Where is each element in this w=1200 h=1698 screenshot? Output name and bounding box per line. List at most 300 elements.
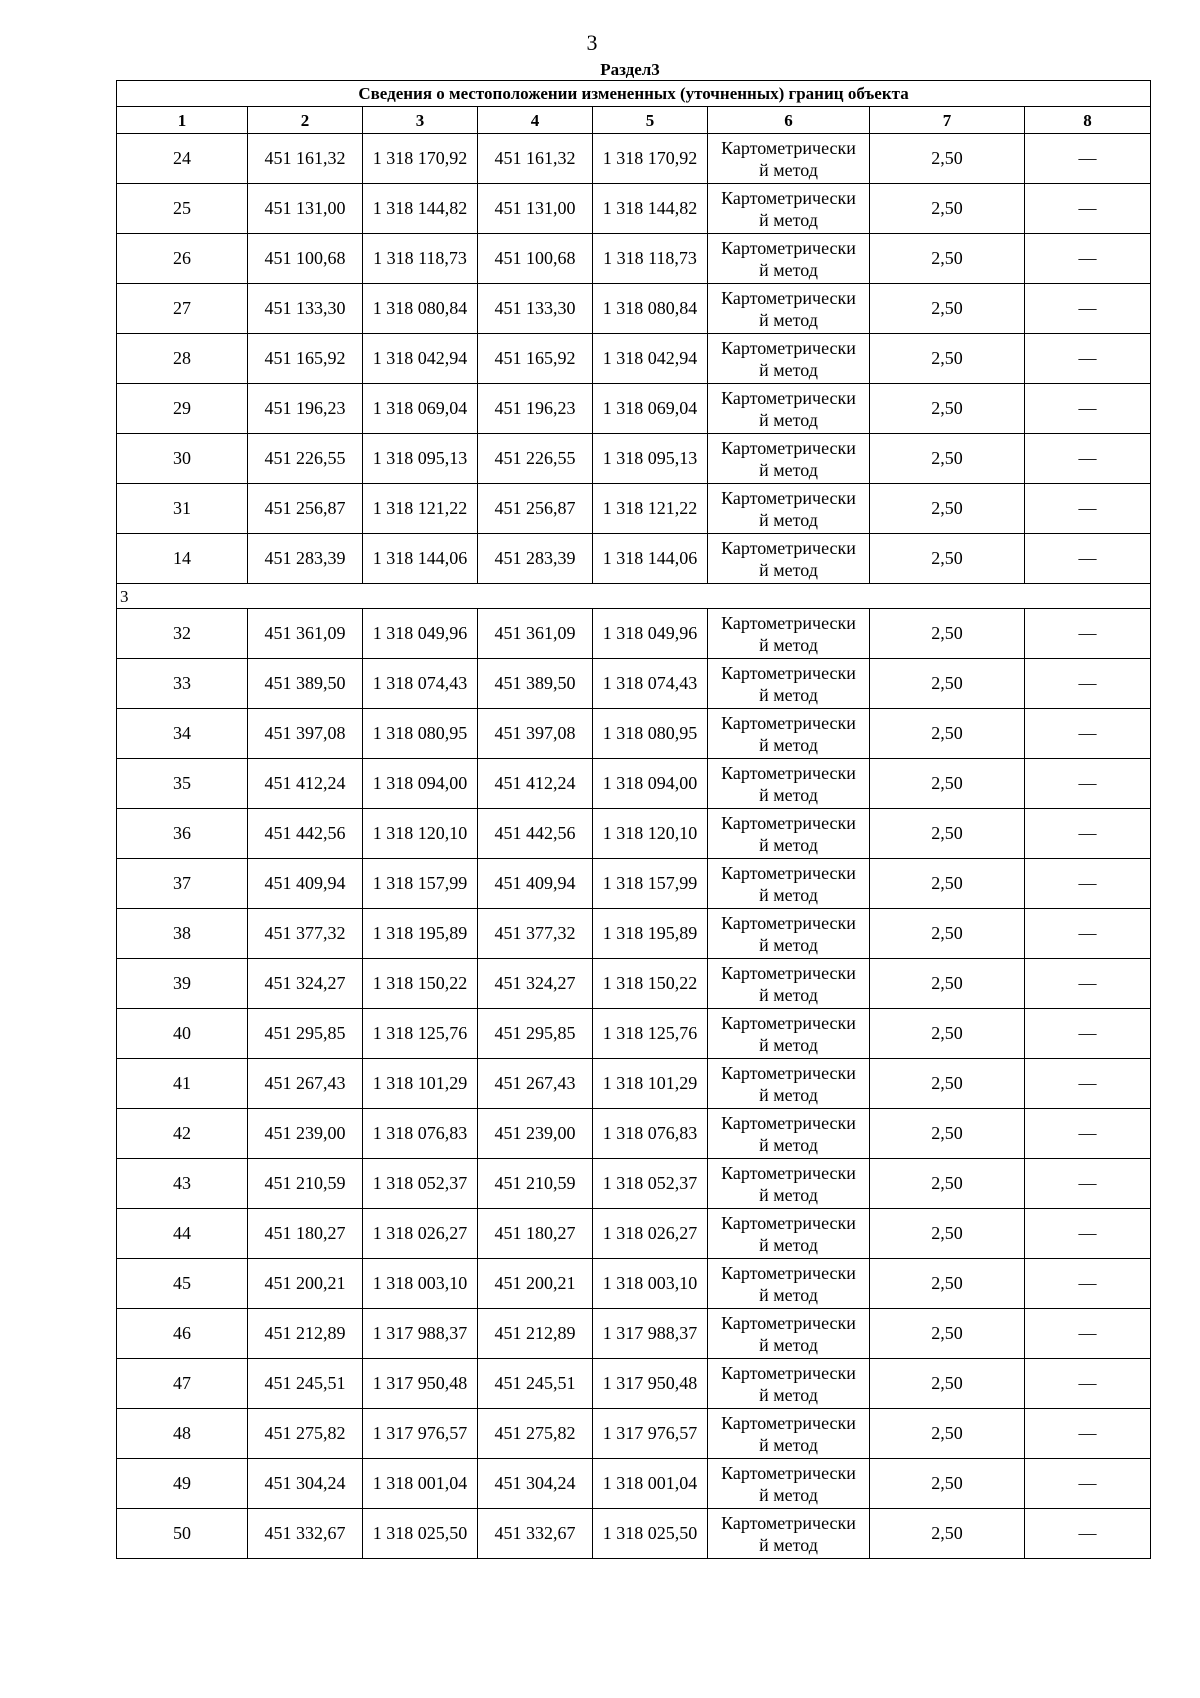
coord-y-cell: 1 318 120,10 [363, 809, 478, 859]
coord-x-new-cell: 451 180,27 [478, 1209, 593, 1259]
coord-x-cell: 451 397,08 [248, 709, 363, 759]
point-number-cell: 39 [117, 959, 248, 1009]
method-line-1: Картометрически [721, 1362, 856, 1383]
coord-y-cell: 1 318 195,89 [363, 909, 478, 959]
coord-y-new-cell: 1 318 094,00 [593, 759, 708, 809]
coord-y-cell: 1 318 026,27 [363, 1209, 478, 1259]
column-header-2: 2 [248, 107, 363, 134]
table-row [117, 434, 1151, 484]
column-header-7: 7 [870, 107, 1025, 134]
table-row [117, 1059, 1151, 1109]
accuracy-cell: 2,50 [870, 1159, 1025, 1209]
coord-y-new-cell: 1 318 076,83 [593, 1109, 708, 1159]
table-row [117, 334, 1151, 384]
coord-x-new-cell: 451 100,68 [478, 234, 593, 284]
coord-x-cell: 451 245,51 [248, 1359, 363, 1409]
coord-x-cell: 451 239,00 [248, 1109, 363, 1159]
coord-x-new-cell: 451 245,51 [478, 1359, 593, 1409]
coord-x-cell: 451 267,43 [248, 1059, 363, 1109]
method-line-2: й метод [759, 159, 818, 180]
method-line-2: й метод [759, 1084, 818, 1105]
coord-y-cell: 1 318 052,37 [363, 1159, 478, 1209]
accuracy-cell: 2,50 [870, 434, 1025, 484]
table-row [117, 809, 1151, 859]
method-line-2: й метод [759, 409, 818, 430]
coord-y-new-cell: 1 317 950,48 [593, 1359, 708, 1409]
method-line-1: Картометрически [721, 537, 856, 558]
description-cell: — [1025, 1059, 1151, 1109]
point-number-cell: 41 [117, 1059, 248, 1109]
method-cell [708, 1109, 870, 1159]
method-line-2: й метод [759, 1484, 818, 1505]
accuracy-cell: 2,50 [870, 959, 1025, 1009]
accuracy-cell: 2,50 [870, 709, 1025, 759]
method-line-2: й метод [759, 1234, 818, 1255]
coord-y-cell: 1 318 170,92 [363, 134, 478, 184]
description-cell: — [1025, 234, 1151, 284]
description-cell: — [1025, 284, 1151, 334]
accuracy-cell: 2,50 [870, 334, 1025, 384]
coord-x-cell: 451 332,67 [248, 1509, 363, 1559]
method-line-2: й метод [759, 209, 818, 230]
accuracy-cell: 2,50 [870, 609, 1025, 659]
table-row [117, 1159, 1151, 1209]
method-line-2: й метод [759, 1534, 818, 1555]
table-row [117, 534, 1151, 584]
method-cell [708, 1259, 870, 1309]
method-cell [708, 534, 870, 584]
coord-x-new-cell: 451 304,24 [478, 1459, 593, 1509]
point-number-cell: 33 [117, 659, 248, 709]
description-cell: — [1025, 1109, 1151, 1159]
method-line-1: Картометрически [721, 862, 856, 883]
method-line-1: Картометрически [721, 612, 856, 633]
description-cell: — [1025, 1259, 1151, 1309]
method-cell [708, 384, 870, 434]
coord-x-new-cell: 451 212,89 [478, 1309, 593, 1359]
method-cell [708, 759, 870, 809]
point-number-cell: 27 [117, 284, 248, 334]
accuracy-cell: 2,50 [870, 1059, 1025, 1109]
coord-x-cell: 451 295,85 [248, 1009, 363, 1059]
method-line-1: Картометрически [721, 237, 856, 258]
coord-y-cell: 1 318 150,22 [363, 959, 478, 1009]
coord-y-cell: 1 318 121,22 [363, 484, 478, 534]
column-header-4: 4 [478, 107, 593, 134]
coord-y-new-cell: 1 318 157,99 [593, 859, 708, 909]
accuracy-cell: 2,50 [870, 134, 1025, 184]
method-cell [708, 234, 870, 284]
point-number-cell: 29 [117, 384, 248, 434]
coord-y-new-cell: 1 317 976,57 [593, 1409, 708, 1459]
method-cell [708, 859, 870, 909]
method-line-2: й метод [759, 1284, 818, 1305]
accuracy-cell: 2,50 [870, 234, 1025, 284]
description-cell: — [1025, 134, 1151, 184]
coord-y-cell: 1 318 074,43 [363, 659, 478, 709]
section-title: Раздел3 [600, 60, 660, 79]
description-cell: — [1025, 534, 1151, 584]
coord-y-cell: 1 318 125,76 [363, 1009, 478, 1059]
table-row [117, 609, 1151, 659]
method-cell [708, 1509, 870, 1559]
accuracy-cell: 2,50 [870, 1209, 1025, 1259]
method-cell [708, 959, 870, 1009]
accuracy-cell: 2,50 [870, 1259, 1025, 1309]
table-row [117, 959, 1151, 1009]
point-number-cell: 36 [117, 809, 248, 859]
point-number-cell: 25 [117, 184, 248, 234]
coord-x-cell: 451 412,24 [248, 759, 363, 809]
method-line-1: Картометрически [721, 1212, 856, 1233]
coord-x-cell: 451 161,32 [248, 134, 363, 184]
accuracy-cell: 2,50 [870, 1009, 1025, 1059]
coord-y-cell: 1 318 080,95 [363, 709, 478, 759]
coord-y-cell: 1 318 003,10 [363, 1259, 478, 1309]
table-row [117, 1109, 1151, 1159]
method-line-2: й метод [759, 934, 818, 955]
coord-y-cell: 1 318 101,29 [363, 1059, 478, 1109]
point-number-cell: 48 [117, 1409, 248, 1459]
point-number-cell: 40 [117, 1009, 248, 1059]
accuracy-cell: 2,50 [870, 284, 1025, 334]
point-number-cell: 32 [117, 609, 248, 659]
coord-y-cell: 1 317 950,48 [363, 1359, 478, 1409]
table-row [117, 859, 1151, 909]
description-cell: — [1025, 184, 1151, 234]
coord-y-new-cell: 1 318 074,43 [593, 659, 708, 709]
description-cell: — [1025, 1409, 1151, 1459]
table-row [117, 1209, 1151, 1259]
coord-y-new-cell: 1 317 988,37 [593, 1309, 708, 1359]
coord-x-new-cell: 451 377,32 [478, 909, 593, 959]
coord-x-new-cell: 451 397,08 [478, 709, 593, 759]
table-row [117, 1509, 1151, 1559]
coord-y-new-cell: 1 318 125,76 [593, 1009, 708, 1059]
method-line-1: Картометрически [721, 187, 856, 208]
description-cell: — [1025, 1459, 1151, 1509]
accuracy-cell: 2,50 [870, 859, 1025, 909]
description-cell: — [1025, 1159, 1151, 1209]
table-row [117, 1309, 1151, 1359]
method-line-2: й метод [759, 1434, 818, 1455]
coord-y-new-cell: 1 318 095,13 [593, 434, 708, 484]
description-cell: — [1025, 1359, 1151, 1409]
table-row [117, 484, 1151, 534]
point-number-cell: 31 [117, 484, 248, 534]
accuracy-cell: 2,50 [870, 809, 1025, 859]
coord-y-new-cell: 1 318 001,04 [593, 1459, 708, 1509]
accuracy-cell: 2,50 [870, 1459, 1025, 1509]
method-line-1: Картометрически [721, 337, 856, 358]
table-body-group-a [117, 134, 1151, 584]
point-number-cell: 14 [117, 534, 248, 584]
method-line-2: й метод [759, 1134, 818, 1155]
description-cell: — [1025, 1509, 1151, 1559]
column-header-8: 8 [1025, 107, 1151, 134]
method-line-2: й метод [759, 634, 818, 655]
description-cell: — [1025, 809, 1151, 859]
description-cell: — [1025, 1209, 1151, 1259]
coord-y-cell: 1 318 076,83 [363, 1109, 478, 1159]
table-row [117, 184, 1151, 234]
coord-x-new-cell: 451 412,24 [478, 759, 593, 809]
method-cell [708, 1359, 870, 1409]
column-header-1: 1 [117, 107, 248, 134]
column-header-6: 6 [708, 107, 870, 134]
method-line-1: Картометрически [721, 1312, 856, 1333]
coord-y-new-cell: 1 318 120,10 [593, 809, 708, 859]
description-cell: — [1025, 659, 1151, 709]
table-row [117, 909, 1151, 959]
method-line-2: й метод [759, 1184, 818, 1205]
method-line-1: Картометрически [721, 437, 856, 458]
coord-x-cell: 451 409,94 [248, 859, 363, 909]
column-header-5: 5 [593, 107, 708, 134]
description-cell: — [1025, 434, 1151, 484]
description-cell: — [1025, 859, 1151, 909]
coord-y-new-cell: 1 318 195,89 [593, 909, 708, 959]
method-line-2: й метод [759, 784, 818, 805]
coord-y-cell: 1 317 976,57 [363, 1409, 478, 1459]
method-line-2: й метод [759, 359, 818, 380]
method-line-1: Картометрически [721, 487, 856, 508]
coord-y-new-cell: 1 318 025,50 [593, 1509, 708, 1559]
table-row [117, 1409, 1151, 1459]
coord-y-new-cell: 1 318 080,84 [593, 284, 708, 334]
method-line-2: й метод [759, 1334, 818, 1355]
table-row [117, 134, 1151, 184]
method-cell [708, 184, 870, 234]
method-line-2: й метод [759, 834, 818, 855]
method-line-2: й метод [759, 884, 818, 905]
coord-x-new-cell: 451 409,94 [478, 859, 593, 909]
page-number: 3 [586, 30, 598, 55]
method-line-2: й метод [759, 984, 818, 1005]
method-cell [708, 334, 870, 384]
accuracy-cell: 2,50 [870, 534, 1025, 584]
coord-y-cell: 1 318 001,04 [363, 1459, 478, 1509]
method-line-1: Картометрически [721, 1112, 856, 1133]
description-cell: — [1025, 959, 1151, 1009]
point-number-cell: 46 [117, 1309, 248, 1359]
coord-y-cell: 1 318 025,50 [363, 1509, 478, 1559]
coord-x-cell: 451 304,24 [248, 1459, 363, 1509]
coord-x-cell: 451 165,92 [248, 334, 363, 384]
method-line-1: Картометрически [721, 137, 856, 158]
description-cell: — [1025, 1309, 1151, 1359]
coord-y-cell: 1 318 049,96 [363, 609, 478, 659]
description-cell: — [1025, 334, 1151, 384]
coord-x-new-cell: 451 131,00 [478, 184, 593, 234]
method-line-1: Картометрически [721, 912, 856, 933]
point-number-cell: 43 [117, 1159, 248, 1209]
description-cell: — [1025, 1009, 1151, 1059]
method-cell [708, 1009, 870, 1059]
description-cell: — [1025, 709, 1151, 759]
point-number-cell: 37 [117, 859, 248, 909]
method-line-2: й метод [759, 459, 818, 480]
coord-x-cell: 451 389,50 [248, 659, 363, 709]
point-number-cell: 26 [117, 234, 248, 284]
coord-x-new-cell: 451 161,32 [478, 134, 593, 184]
coord-y-cell: 1 318 095,13 [363, 434, 478, 484]
table-row [117, 1459, 1151, 1509]
coord-x-new-cell: 451 389,50 [478, 659, 593, 709]
table-row [117, 659, 1151, 709]
coord-y-new-cell: 1 318 003,10 [593, 1259, 708, 1309]
coord-x-new-cell: 451 133,30 [478, 284, 593, 334]
point-number-cell: 35 [117, 759, 248, 809]
coord-x-new-cell: 451 332,67 [478, 1509, 593, 1559]
point-number-cell: 28 [117, 334, 248, 384]
method-cell [708, 1159, 870, 1209]
method-line-2: й метод [759, 1034, 818, 1055]
coord-x-cell: 451 131,00 [248, 184, 363, 234]
point-number-cell: 45 [117, 1259, 248, 1309]
coord-y-cell: 1 318 042,94 [363, 334, 478, 384]
coord-y-cell: 1 318 157,99 [363, 859, 478, 909]
coord-x-new-cell: 451 210,59 [478, 1159, 593, 1209]
method-line-2: й метод [759, 684, 818, 705]
method-line-1: Картометрически [721, 1512, 856, 1533]
method-line-1: Картометрически [721, 962, 856, 983]
coord-y-new-cell: 1 318 144,82 [593, 184, 708, 234]
table-row [117, 384, 1151, 434]
coord-x-new-cell: 451 324,27 [478, 959, 593, 1009]
method-line-2: й метод [759, 559, 818, 580]
coord-y-new-cell: 1 318 118,73 [593, 234, 708, 284]
table-row [117, 234, 1151, 284]
column-header-3: 3 [363, 107, 478, 134]
method-line-1: Картометрически [721, 1162, 856, 1183]
table-row [117, 1259, 1151, 1309]
point-number-cell: 42 [117, 1109, 248, 1159]
method-cell [708, 134, 870, 184]
coord-y-new-cell: 1 318 144,06 [593, 534, 708, 584]
method-cell [708, 284, 870, 334]
coord-y-new-cell: 1 318 042,94 [593, 334, 708, 384]
coord-y-new-cell: 1 318 150,22 [593, 959, 708, 1009]
coord-y-cell: 1 317 988,37 [363, 1309, 478, 1359]
method-line-2: й метод [759, 734, 818, 755]
point-number-cell: 49 [117, 1459, 248, 1509]
method-line-1: Картометрически [721, 712, 856, 733]
method-cell [708, 1309, 870, 1359]
method-line-2: й метод [759, 1384, 818, 1405]
accuracy-cell: 2,50 [870, 1409, 1025, 1459]
table-body-group-b [117, 609, 1151, 1559]
method-cell [708, 434, 870, 484]
method-cell [708, 1209, 870, 1259]
method-line-1: Картометрически [721, 1412, 856, 1433]
method-line-1: Картометрически [721, 1062, 856, 1083]
method-line-1: Картометрически [721, 1262, 856, 1283]
coord-x-cell: 451 377,32 [248, 909, 363, 959]
coord-x-new-cell: 451 295,85 [478, 1009, 593, 1059]
description-cell: — [1025, 759, 1151, 809]
table-row [117, 1009, 1151, 1059]
coord-x-new-cell: 451 283,39 [478, 534, 593, 584]
boundary-coordinates-table [116, 80, 1151, 1559]
method-cell [708, 1409, 870, 1459]
method-line-2: й метод [759, 309, 818, 330]
method-cell [708, 609, 870, 659]
coord-x-new-cell: 451 239,00 [478, 1109, 593, 1159]
coord-y-new-cell: 1 318 026,27 [593, 1209, 708, 1259]
coord-x-new-cell: 451 196,23 [478, 384, 593, 434]
table-caption: Сведения о местоположении измененных (уточненных) границ объекта [117, 81, 1151, 107]
coord-y-new-cell: 1 318 052,37 [593, 1159, 708, 1209]
coord-x-cell: 451 212,89 [248, 1309, 363, 1359]
point-number-cell: 34 [117, 709, 248, 759]
description-cell: — [1025, 384, 1151, 434]
coord-y-cell: 1 318 144,82 [363, 184, 478, 234]
method-line-1: Картометрически [721, 662, 856, 683]
method-line-2: й метод [759, 259, 818, 280]
point-number-cell: 47 [117, 1359, 248, 1409]
method-line-1: Картометрически [721, 812, 856, 833]
coord-x-new-cell: 451 267,43 [478, 1059, 593, 1109]
coord-x-cell: 451 283,39 [248, 534, 363, 584]
accuracy-cell: 2,50 [870, 1309, 1025, 1359]
coord-x-cell: 451 133,30 [248, 284, 363, 334]
coord-x-cell: 451 442,56 [248, 809, 363, 859]
method-cell [708, 809, 870, 859]
accuracy-cell: 2,50 [870, 1359, 1025, 1409]
coord-x-cell: 451 210,59 [248, 1159, 363, 1209]
method-cell [708, 659, 870, 709]
coord-y-new-cell: 1 318 121,22 [593, 484, 708, 534]
accuracy-cell: 2,50 [870, 1509, 1025, 1559]
method-line-2: й метод [759, 509, 818, 530]
table-row [117, 709, 1151, 759]
description-cell: — [1025, 609, 1151, 659]
description-cell: — [1025, 484, 1151, 534]
accuracy-cell: 2,50 [870, 909, 1025, 959]
accuracy-cell: 2,50 [870, 184, 1025, 234]
accuracy-cell: 2,50 [870, 484, 1025, 534]
coord-y-cell: 1 318 094,00 [363, 759, 478, 809]
coord-x-new-cell: 451 200,21 [478, 1259, 593, 1309]
coord-y-cell: 1 318 080,84 [363, 284, 478, 334]
point-number-cell: 44 [117, 1209, 248, 1259]
method-line-1: Картометрически [721, 287, 856, 308]
coord-x-cell: 451 361,09 [248, 609, 363, 659]
coord-x-cell: 451 256,87 [248, 484, 363, 534]
accuracy-cell: 2,50 [870, 384, 1025, 434]
accuracy-cell: 2,50 [870, 759, 1025, 809]
table-group-separator [117, 584, 1151, 609]
method-cell [708, 909, 870, 959]
method-cell [708, 484, 870, 534]
coord-x-new-cell: 451 361,09 [478, 609, 593, 659]
method-cell [708, 709, 870, 759]
table-row [117, 1359, 1151, 1409]
method-cell [708, 1459, 870, 1509]
coord-y-new-cell: 1 318 069,04 [593, 384, 708, 434]
coord-y-new-cell: 1 318 080,95 [593, 709, 708, 759]
coord-y-new-cell: 1 318 101,29 [593, 1059, 708, 1109]
coord-y-new-cell: 1 318 170,92 [593, 134, 708, 184]
table-row [117, 759, 1151, 809]
description-cell: — [1025, 909, 1151, 959]
coord-x-cell: 451 196,23 [248, 384, 363, 434]
coord-x-new-cell: 451 165,92 [478, 334, 593, 384]
coord-x-cell: 451 324,27 [248, 959, 363, 1009]
coord-x-cell: 451 100,68 [248, 234, 363, 284]
method-line-1: Картометрически [721, 1462, 856, 1483]
